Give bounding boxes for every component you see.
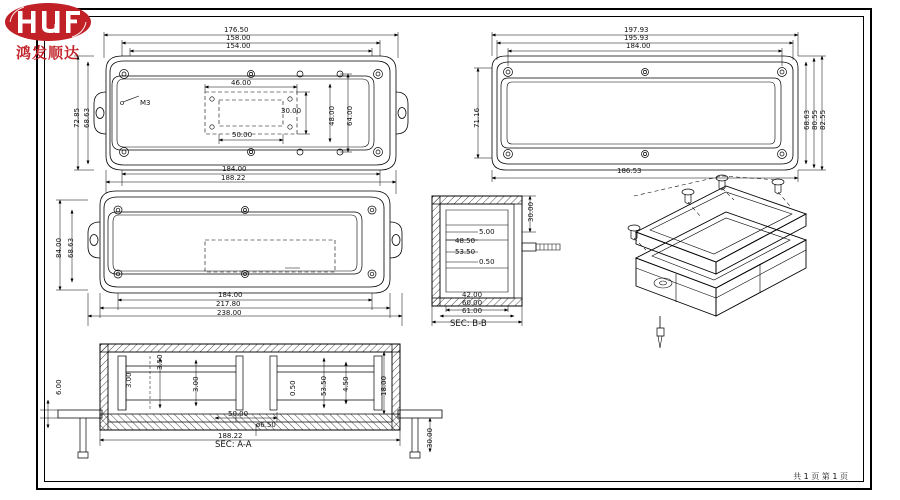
dim-50-00: 50.00 — [232, 131, 253, 139]
dim-aa-3-00-a: 3.00 — [125, 372, 133, 388]
label-sec-aa: SEC: A-A — [215, 440, 252, 450]
dim-184-00-tr: 184.00 — [626, 42, 651, 50]
note-hole-diameter: ø6.50 — [256, 421, 276, 429]
dim-80-55: 80.55 — [811, 109, 819, 130]
dim-bb-61-00: 61.00 — [462, 307, 483, 315]
dim-197-93: 197.93 — [624, 26, 649, 34]
view-section-bb — [432, 196, 560, 326]
dim-68-63-ml: 68.63 — [67, 237, 75, 258]
dim-82-55: 82.55 — [819, 109, 827, 130]
dim-aa-3-00-b: 3.00 — [192, 376, 200, 392]
page-footer: 共 1 页 第 1 页 — [793, 472, 848, 481]
dim-184-00-ml: 184.00 — [218, 291, 243, 299]
dim-186-53: 186.53 — [617, 167, 642, 175]
dim-195-93: 195.93 — [624, 34, 649, 42]
dim-71-16: 71.16 — [473, 107, 481, 128]
dim-68-63-tl: 68.63 — [83, 107, 91, 128]
dim-bb-60-00: 60.00 — [462, 299, 483, 307]
dim-72-85: 72.85 — [73, 107, 81, 128]
note-m3: M3 — [140, 99, 151, 107]
dim-aa-30-00: 30.00 — [426, 427, 434, 448]
dim-aa-3-50: 3.50 — [156, 354, 164, 370]
dim-bb-48-50: 48.50 — [455, 237, 476, 245]
dim-176-50: 176.50 — [224, 26, 249, 34]
dim-aa-188-22: 188.22 — [218, 432, 243, 440]
dim-30-00: 30.00 — [281, 107, 302, 115]
dim-84-00: 84.00 — [55, 237, 63, 258]
dim-bb-30-00: 30.00 — [527, 201, 535, 222]
logo-text: 鸿发顺达 — [15, 44, 80, 62]
dim-bb-42-00: 42.00 — [462, 291, 483, 299]
dim-bb-0-50: 0.50 — [479, 258, 495, 266]
dim-64-00: 64.00 — [346, 105, 354, 126]
dim-aa-0-50: 0.50 — [289, 380, 297, 396]
dim-bb-53-50: 53.50 — [455, 248, 476, 256]
dim-68-63-tr: 68.63 — [803, 109, 811, 130]
view-top-right — [474, 32, 826, 182]
label-sec-bb: SEC: B-B — [450, 319, 487, 329]
dim-48-00: 48.00 — [328, 105, 336, 126]
dim-46-00: 46.00 — [231, 79, 252, 87]
dim-238-00: 238.00 — [217, 309, 242, 317]
view-isometric — [628, 175, 806, 348]
dim-aa-6-00: 6.00 — [55, 379, 63, 395]
dim-217-80: 217.80 — [216, 300, 241, 308]
dim-aa-4-50: 4.50 — [342, 376, 350, 392]
dim-aa-53-50: 53.50 — [320, 375, 328, 396]
dim-158-00: 158.00 — [226, 34, 251, 42]
dim-184-00-tl: 184.00 — [222, 165, 247, 173]
dim-aa-50-00: 50.00 — [228, 410, 249, 418]
dim-188-22-tl: 188.22 — [221, 174, 246, 182]
dim-154-00: 154.00 — [226, 42, 251, 50]
dim-aa-18-00: 18.00 — [380, 375, 388, 396]
dim-bb-5-00: 5.00 — [479, 228, 495, 236]
